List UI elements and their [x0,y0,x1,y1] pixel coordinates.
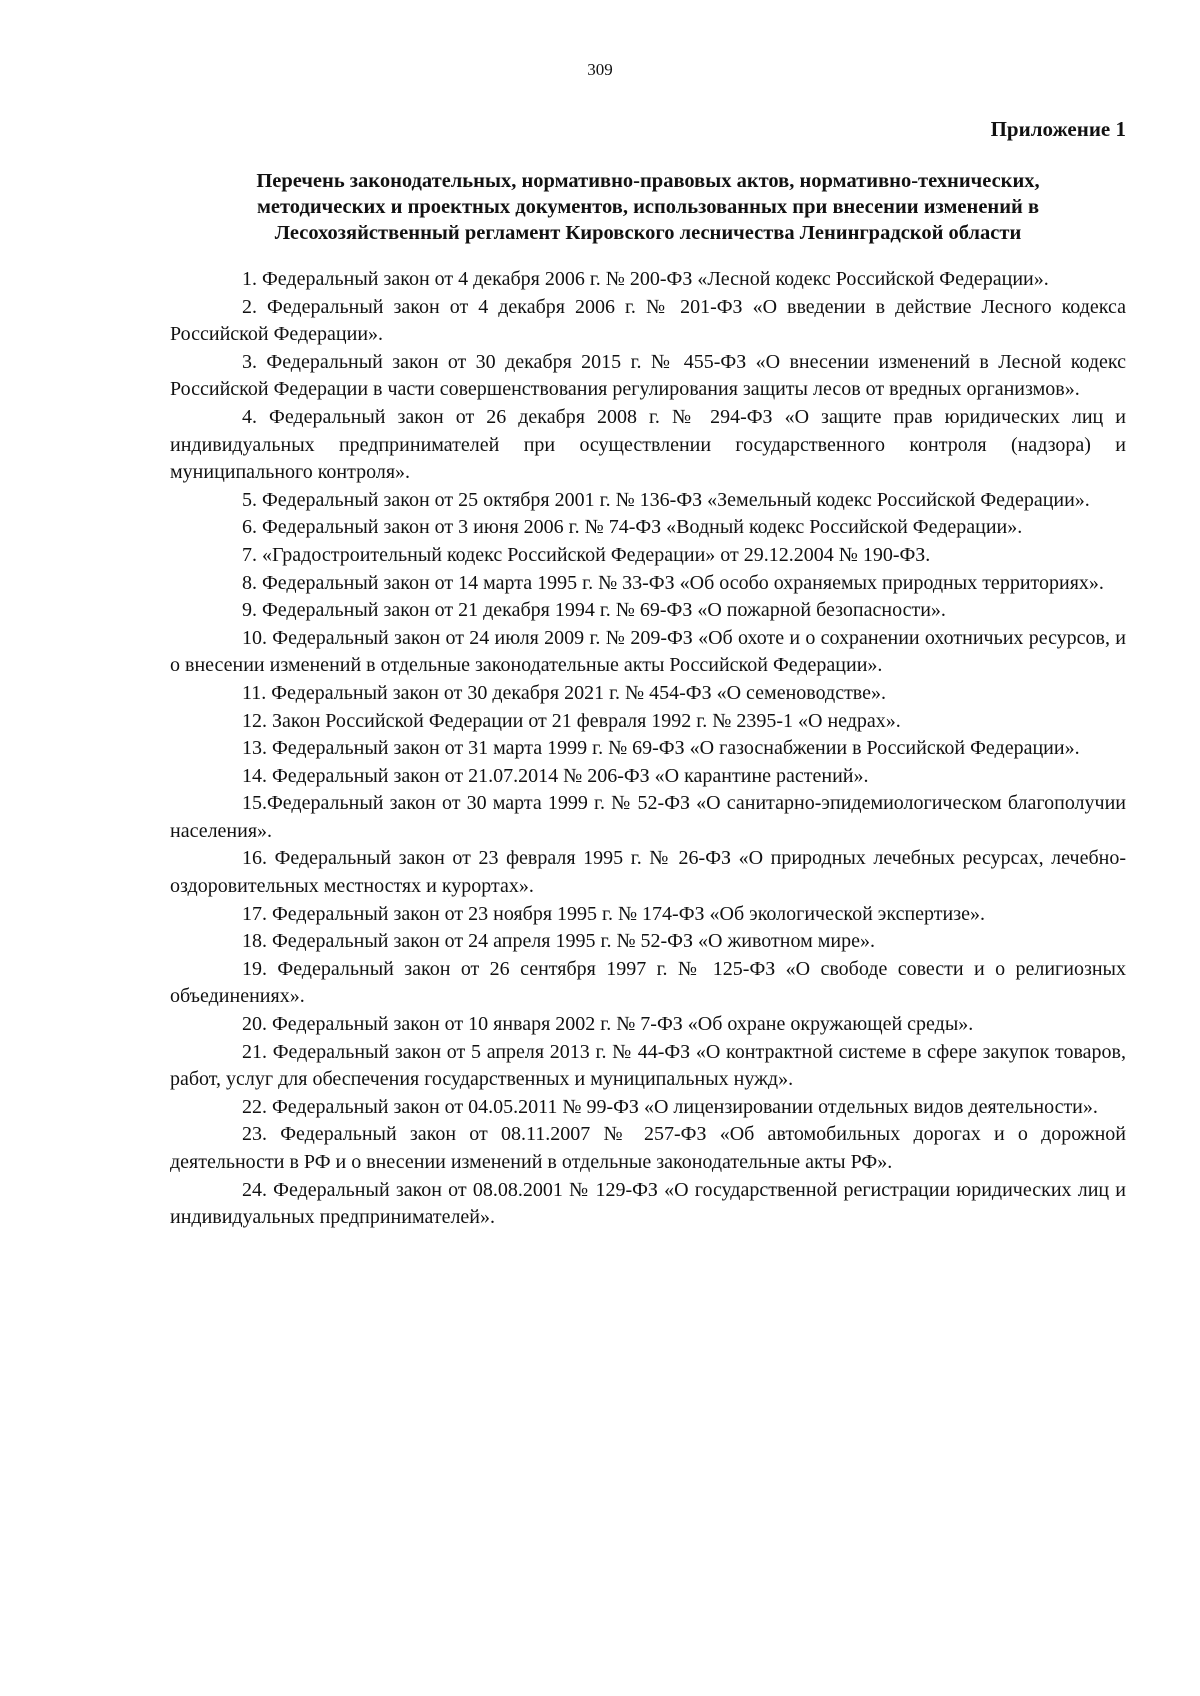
list-item: 16. Федеральный закон от 23 февраля 1995 г. № 26-ФЗ «О природных лечебных ресурсах, лечебно-оздоровительных местностях и курортах». [170,847,1126,898]
list-item: 19. Федеральный закон от 26 сентября 1997 г. № 125-ФЗ «О свободе совести и о религиозных объединениях». [170,957,1126,1008]
list-item: 4. Федеральный закон от 26 декабря 2008 г. № 294-ФЗ «О защите прав юридических лиц и индивидуальных предпринимателей при осуществлении государственного контроля (надзора) и муниципального контроля». [170,405,1126,484]
document-title-line: методических и проектных документов, использованных при внесении изменений в [256,196,1040,218]
list-item: 1. Федеральный закон от 4 декабря 2006 г. № 200-ФЗ «Лесной кодекс Российской Федерации». [242,268,1049,290]
list-item: 18. Федеральный закон от 24 апреля 1995 г. № 52-ФЗ «О животном мире». [242,930,875,953]
document-title-line: Перечень законодательных, нормативно-правовых актов, нормативно-технических, [256,170,1040,192]
list-item: 2. Федеральный закон от 4 декабря 2006 г. № 201-ФЗ «О введении в действие Лесного кодекса Российской Федерации». [170,295,1126,346]
list-item: 5. Федеральный закон от 25 октября 2001 г. № 136-ФЗ «Земельный кодекс Российской Федерации». [242,488,1090,511]
list-item: 12. Закон Российской Федерации от 21 февраля 1992 г. № 2395-1 «О недрах». [242,709,901,732]
list-item: 22. Федеральный закон от 04.05.2011 № 99-ФЗ «О лицензировании отдельных видов деятельности». [242,1095,1098,1118]
list-item: 11. Федеральный закон от 30 декабря 2021 г. № 454-ФЗ «О семеноводстве». [242,681,887,704]
list-item: 20. Федеральный закон от 10 января 2002 г. № 7-ФЗ «Об охране окружающей среды». [242,1013,974,1036]
list-item: 3. Федеральный закон от 30 декабря 2015 г. № 455-ФЗ «О внесении изменений в Лесной кодекс Российской Федерации в части совершенствования регулирования защиты лесов от вредных организмов». [170,350,1126,401]
list-item: 21. Федеральный закон от 5 апреля 2013 г. № 44-ФЗ «О контрактной системе в сфере закупок товаров, работ, услуг для обеспечения государственных и муниципальных нужд». [170,1040,1126,1091]
list-item: 9. Федеральный закон от 21 декабря 1994 г. № 69-ФЗ «О пожарной безопасности». [242,599,946,622]
list-item: 15.Федеральный закон от 30 марта 1999 г. № 52-ФЗ «О санитарно-эпидемиологическом благополучии населения». [170,792,1126,842]
list-item: 10. Федеральный закон от 24 июля 2009 г. № 209-ФЗ «Об охоте и о сохранении охотничьих ресурсов, и о внесении изменений в отдельные законодательные акты Российской Федерации». [170,626,1126,677]
list-item: 13. Федеральный закон от 31 марта 1999 г. № 69-ФЗ «О газоснабжении в Российской Федерации». [242,737,1080,760]
list-item: 17. Федеральный закон от 23 ноября 1995 г. № 174-ФЗ «Об экологической экспертизе». [242,902,985,925]
document-title-line: Лесохозяйственный регламент Кировского лесничества Ленинградской области [274,222,1022,244]
legal-acts-list [170,266,1126,1232]
page-number: 309 [587,60,613,79]
list-item: 6. Федеральный закон от 3 июня 2006 г. № 74-ФЗ «Водный кодекс Российской Федерации». [242,516,1023,539]
list-item: 24. Федеральный закон от 08.08.2001 № 129-ФЗ «О государственной регистрации юридических лиц и индивидуальных предпринимателей». [170,1178,1126,1229]
list-item: 8. Федеральный закон от 14 марта 1995 г. № 33-ФЗ «Об особо охраняемых природных территориях». [242,571,1104,594]
list-item: 14. Федеральный закон от 21.07.2014 № 206-ФЗ «О карантине растений». [242,764,869,787]
appendix-label: Приложение 1 [990,117,1126,141]
list-item: 23. Федеральный закон от 08.11.2007 № 257-ФЗ «Об автомобильных дорогах и о дорожной деятельности в РФ и о внесении изменений в отдельные законодательные акты РФ». [170,1123,1126,1173]
list-item: 7. «Градостроительный кодекс Российской Федерации» от 29.12.2004 № 190-ФЗ. [242,543,931,566]
document-title [170,168,1126,246]
